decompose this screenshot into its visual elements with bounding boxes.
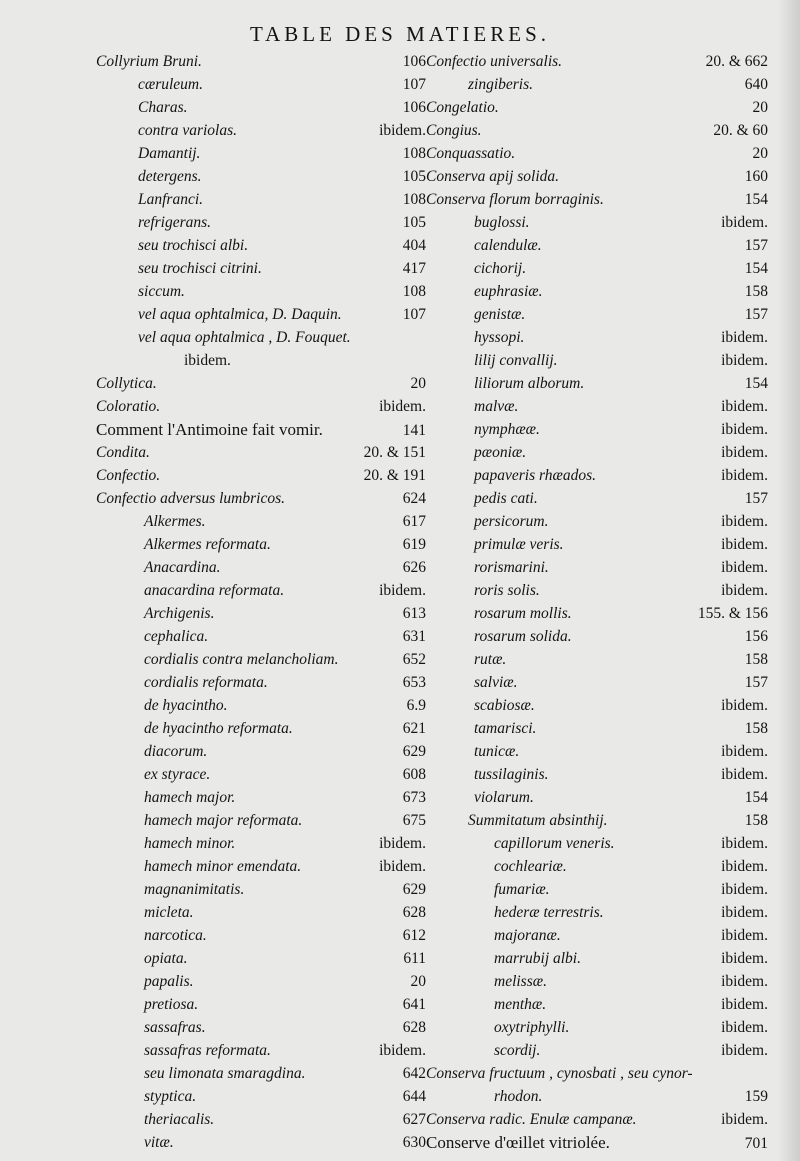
index-entry: [96, 50, 426, 73]
index-entry: [96, 1016, 426, 1039]
scan-edge-shadow: [778, 0, 800, 1161]
entry-term: pedis cati.: [474, 490, 538, 507]
index-entry: [426, 303, 768, 326]
entry-page-reference: ibidem.: [721, 881, 768, 898]
index-entry: [96, 464, 426, 487]
index-entry: [426, 694, 768, 717]
entry-page-reference: 608: [402, 766, 426, 783]
index-entry: [426, 464, 768, 487]
index-entry: [96, 487, 426, 510]
entry-page-reference: 628: [402, 1019, 426, 1036]
entry-page-reference: 107: [402, 306, 426, 323]
index-entry: [426, 878, 768, 901]
index-entry: [96, 395, 426, 418]
index-entry: [96, 763, 426, 786]
entry-page-reference: 20. & 662: [705, 53, 768, 70]
entry-term: fumariæ.: [494, 881, 550, 898]
entry-page-reference: 617: [402, 513, 426, 530]
entry-term: hamech major reformata.: [144, 812, 303, 829]
entry-term: menthæ.: [494, 996, 547, 1013]
entry-term: pæoniæ.: [474, 444, 527, 461]
entry-term: roris solis.: [474, 582, 540, 599]
index-entry: [96, 1108, 426, 1131]
index-entry: [426, 763, 768, 786]
entry-page-reference: ibidem.: [721, 1042, 768, 1059]
entry-term: persicorum.: [474, 513, 549, 530]
index-entry: [96, 901, 426, 924]
entry-term: violarum.: [474, 789, 534, 806]
index-entry: [96, 740, 426, 763]
entry-page-reference: 159: [744, 1088, 768, 1105]
entry-page-reference: 619: [402, 536, 426, 553]
index-entry: [426, 809, 768, 832]
entry-term: hamech major.: [144, 789, 236, 806]
entry-page-reference: 613: [402, 605, 426, 622]
index-entry: [96, 510, 426, 533]
entry-page-reference: 641: [402, 996, 426, 1013]
entry-page-reference: 20: [752, 145, 768, 162]
index-entry: [426, 211, 768, 234]
index-entry: [426, 234, 768, 257]
entry-page-reference: 404: [402, 237, 426, 254]
entry-page-reference: 20: [410, 973, 426, 990]
entry-term: Confectio.: [96, 467, 161, 484]
index-entry: [96, 533, 426, 556]
entry-page-reference: 157: [744, 674, 768, 691]
entry-term: ibidem.: [184, 352, 231, 369]
entry-term: vel aqua ophtalmica, D. Daquin.: [138, 306, 342, 323]
entry-term: genistæ.: [474, 306, 526, 323]
entry-page-reference: ibidem.: [721, 536, 768, 553]
index-entry: [96, 1085, 426, 1108]
entry-term: cochleariæ.: [494, 858, 567, 875]
index-entry: [96, 993, 426, 1016]
index-entry: [426, 142, 768, 165]
entry-term: ex styrace.: [144, 766, 211, 783]
index-entry: [426, 372, 768, 395]
entry-term: Archigenis.: [144, 605, 215, 622]
left-column: [96, 50, 426, 1154]
entry-page-reference: 154: [744, 191, 768, 208]
entry-term: Confectio adversus lumbricos.: [96, 490, 285, 507]
index-entry: [426, 510, 768, 533]
index-entry: [426, 96, 768, 119]
index-entry: [96, 1062, 426, 1085]
entry-page-reference: 642: [402, 1065, 426, 1082]
index-entry: [426, 533, 768, 556]
entry-term: anacardina reformata.: [144, 582, 285, 599]
entry-term: Conquassatio.: [426, 145, 516, 162]
index-entry: [426, 947, 768, 970]
entry-term: capillorum veneris.: [494, 835, 615, 852]
index-entry: [426, 349, 768, 372]
index-entry: [426, 487, 768, 510]
entry-term: hamech minor.: [144, 835, 236, 852]
index-entry: [426, 924, 768, 947]
index-entry: [96, 142, 426, 165]
index-entry: [426, 717, 768, 740]
entry-page-reference: ibidem.: [379, 835, 426, 852]
entry-term: primulæ veris.: [474, 536, 564, 553]
entry-page-reference: ibidem.: [721, 996, 768, 1013]
entry-page-reference: 673: [402, 789, 426, 806]
entry-term: Congelatio.: [426, 99, 499, 116]
entry-page-reference: 701: [744, 1135, 768, 1152]
entry-term: vitæ.: [144, 1134, 174, 1151]
entry-term: euphrasiæ.: [474, 283, 543, 300]
index-entry: [96, 786, 426, 809]
index-entry: [426, 556, 768, 579]
entry-page-reference: 158: [744, 283, 768, 300]
entry-page-reference: 611: [403, 950, 426, 967]
entry-page-reference: 624: [402, 490, 426, 507]
entry-term: Alkermes reformata.: [144, 536, 271, 553]
entry-term: Alkermes.: [144, 513, 206, 530]
entry-term: melissæ.: [494, 973, 547, 990]
index-entry: [96, 602, 426, 625]
index-entry: [96, 579, 426, 602]
entry-term: Lanfranci.: [138, 191, 204, 208]
entry-page-reference: 631: [402, 628, 426, 645]
entry-term: cordialis contra melancholiam.: [144, 651, 339, 668]
entry-page-reference: 141: [402, 422, 426, 439]
entry-term: rorismarini.: [474, 559, 549, 576]
index-entry: [96, 188, 426, 211]
entry-page-reference: ibidem.: [379, 1042, 426, 1059]
entry-page-reference: ibidem.: [721, 582, 768, 599]
entry-page-reference: 20. & 60: [713, 122, 768, 139]
entry-term: narcotica.: [144, 927, 207, 944]
entry-page-reference: 108: [402, 283, 426, 300]
index-entry: [96, 970, 426, 993]
entry-term: oxytriphylli.: [494, 1019, 570, 1036]
entry-term: tamarisci.: [474, 720, 537, 737]
entry-term: Conserve d'œillet vitriolée.: [426, 1133, 610, 1152]
index-entry: [426, 73, 768, 96]
entry-term: Damantij.: [138, 145, 201, 162]
index-entry: [96, 326, 426, 349]
index-entry: [96, 556, 426, 579]
index-entry: [96, 878, 426, 901]
index-entry: [96, 257, 426, 280]
index-entry: [96, 694, 426, 717]
entry-term: cæruleum.: [138, 76, 204, 93]
entry-term: rhodon.: [494, 1088, 543, 1105]
entry-page-reference: 640: [744, 76, 768, 93]
entry-page-reference: 627: [402, 1111, 426, 1128]
entry-term: Collytica.: [96, 375, 157, 392]
entry-page-reference: 6.9: [406, 697, 426, 714]
entry-page-reference: 156: [744, 628, 768, 645]
entry-term: Charas.: [138, 99, 188, 116]
entry-term: Congius.: [426, 122, 482, 139]
entry-page-reference: ibidem.: [379, 122, 426, 139]
entry-term: styptica.: [144, 1088, 197, 1105]
entry-term: Conserva florum borraginis.: [426, 191, 604, 208]
entry-page-reference: 158: [744, 651, 768, 668]
entry-page-reference: ibidem.: [721, 352, 768, 369]
entry-page-reference: 629: [402, 881, 426, 898]
index-entry: [426, 1016, 768, 1039]
entry-page-reference: 155. & 156: [697, 605, 768, 622]
entry-term: Comment l'Antimoine fait vomir.: [96, 420, 323, 439]
entry-term: sassafras reformata.: [144, 1042, 271, 1059]
entry-term: papaveris rhæados.: [474, 467, 597, 484]
index-entry: [96, 119, 426, 142]
index-entry: [426, 855, 768, 878]
entry-page-reference: ibidem.: [721, 743, 768, 760]
index-entry: [96, 809, 426, 832]
index-entry: [96, 165, 426, 188]
entry-page-reference: 160: [744, 168, 768, 185]
entry-page-reference: 157: [744, 490, 768, 507]
entry-page-reference: ibidem.: [721, 927, 768, 944]
entry-term: detergens.: [138, 168, 202, 185]
entry-term: sassafras.: [144, 1019, 206, 1036]
index-entry: [96, 924, 426, 947]
index-entry: [426, 1039, 768, 1062]
entry-page-reference: ibidem.: [721, 973, 768, 990]
entry-term: papalis.: [144, 973, 194, 990]
index-entry: [426, 50, 768, 73]
entry-page-reference: 106: [402, 53, 426, 70]
entry-page-reference: 20: [752, 99, 768, 116]
entry-page-reference: ibidem.: [379, 858, 426, 875]
index-entry: [96, 280, 426, 303]
entry-term: Confectio universalis.: [426, 53, 563, 70]
entry-page-reference: 158: [744, 812, 768, 829]
index-entry: [96, 303, 426, 326]
index-entry: [96, 1131, 426, 1154]
entry-term: rosarum mollis.: [474, 605, 572, 622]
entry-page-reference: 107: [402, 76, 426, 93]
index-entry: [426, 1108, 768, 1131]
entry-term: Summitatum absinthij.: [468, 812, 608, 829]
entry-page-reference: 675: [402, 812, 426, 829]
entry-page-reference: ibidem.: [721, 858, 768, 875]
entry-page-reference: 105: [402, 168, 426, 185]
entry-term: seu limonata smaragdina.: [144, 1065, 306, 1082]
entry-page-reference: ibidem.: [721, 1111, 768, 1128]
entry-term: refrigerans.: [138, 214, 212, 231]
entry-page-reference: 628: [402, 904, 426, 921]
entry-term: nymphææ.: [474, 421, 540, 438]
entry-page-reference: ibidem.: [721, 444, 768, 461]
right-column: [426, 50, 768, 1154]
entry-term: magnanimitatis.: [144, 881, 245, 898]
entry-term: Collyrium Bruni.: [96, 53, 202, 70]
index-entry: [96, 234, 426, 257]
entry-page-reference: 630: [402, 1134, 426, 1151]
index-entry: [96, 671, 426, 694]
entry-page-reference: 154: [744, 260, 768, 277]
entry-term: salviæ.: [474, 674, 518, 691]
entry-page-reference: ibidem.: [379, 582, 426, 599]
entry-term: hederæ terrestris.: [494, 904, 604, 921]
index-entry: [96, 372, 426, 395]
page-header: TABLE DES MATIERES.: [249, 22, 551, 46]
index-entry: [426, 970, 768, 993]
index-entry: [426, 165, 768, 188]
entry-page-reference: ibidem.: [379, 398, 426, 415]
entry-term: seu trochisci albi.: [138, 237, 249, 254]
entry-term: diacorum.: [144, 743, 208, 760]
entry-page-reference: 626: [402, 559, 426, 576]
entry-term: contra variolas.: [138, 122, 238, 139]
entry-term: liliorum alborum.: [474, 375, 585, 392]
entry-page-reference: 105: [402, 214, 426, 231]
entry-term: Conserva fructuum , cynosbati , seu cynor-: [426, 1065, 693, 1082]
entry-page-reference: 158: [744, 720, 768, 737]
index-entry: [96, 96, 426, 119]
entry-term: cichorij.: [474, 260, 527, 277]
entry-page-reference: 644: [402, 1088, 426, 1105]
entry-term: cephalica.: [144, 628, 209, 645]
entry-term: hyssopi.: [474, 329, 525, 346]
entry-page-reference: ibidem.: [721, 513, 768, 530]
entry-page-reference: 157: [744, 306, 768, 323]
entry-term: de hyacintho reformata.: [144, 720, 293, 737]
entry-page-reference: 629: [402, 743, 426, 760]
entry-term: Anacardina.: [144, 559, 221, 576]
entry-term: seu trochisci citrini.: [138, 260, 262, 277]
entry-term: tussilaginis.: [474, 766, 549, 783]
index-entry: [96, 947, 426, 970]
index-entry: [426, 188, 768, 211]
index-entry: [426, 671, 768, 694]
index-entry: [426, 832, 768, 855]
entry-page-reference: 108: [402, 145, 426, 162]
entry-term: rosarum solida.: [474, 628, 572, 645]
entry-term: Condita.: [96, 444, 150, 461]
entry-page-reference: 621: [402, 720, 426, 737]
index-entry: [426, 1062, 768, 1085]
entry-term: micleta.: [144, 904, 194, 921]
entry-page-reference: ibidem.: [721, 559, 768, 576]
entry-term: tunicæ.: [474, 743, 520, 760]
index-entry: [426, 119, 768, 142]
index-entry: [96, 625, 426, 648]
entry-page-reference: 157: [744, 237, 768, 254]
index-entry: [426, 418, 768, 441]
index-entry: [426, 280, 768, 303]
index-entry: [426, 602, 768, 625]
index-entry: [96, 73, 426, 96]
entry-term: Conserva apij solida.: [426, 168, 560, 185]
index-entry: [426, 648, 768, 671]
entry-page-reference: 20: [410, 375, 426, 392]
index-entry: [426, 740, 768, 763]
entry-page-reference: ibidem.: [721, 421, 768, 438]
entry-term: scordij.: [494, 1042, 541, 1059]
index-entry: [426, 326, 768, 349]
entry-term: opiata.: [144, 950, 188, 967]
entry-term: Conserva radic. Enulæ campanæ.: [426, 1111, 637, 1128]
entry-term: buglossi.: [474, 214, 530, 231]
entry-term: siccum.: [138, 283, 185, 300]
entry-term: vel aqua ophtalmica , D. Fouquet.: [138, 329, 351, 346]
entry-term: scabiosæ.: [474, 697, 535, 714]
entry-term: calendulæ.: [474, 237, 542, 254]
entry-page-reference: ibidem.: [721, 950, 768, 967]
entry-page-reference: ibidem.: [721, 398, 768, 415]
index-entry: [426, 441, 768, 464]
entry-term: de hyacintho.: [144, 697, 228, 714]
entry-page-reference: ibidem.: [721, 835, 768, 852]
index-entry: [96, 717, 426, 740]
entry-term: lilij convallij.: [474, 352, 558, 369]
index-entry: [426, 901, 768, 924]
entry-term: hamech minor emendata.: [144, 858, 302, 875]
index-entry: [96, 648, 426, 671]
entry-term: malvæ.: [474, 398, 519, 415]
entry-term: theriacalis.: [144, 1111, 215, 1128]
entry-term: zingiberis.: [468, 76, 534, 93]
entry-term: majoranæ.: [494, 927, 561, 944]
index-entry: [426, 1131, 768, 1154]
index-entry: [96, 418, 426, 441]
index-entry: [426, 993, 768, 1016]
entry-page-reference: 20. & 151: [363, 444, 426, 461]
entry-term: pretiosa.: [144, 996, 199, 1013]
index-entry: [426, 579, 768, 602]
index-entry: [426, 257, 768, 280]
entry-page-reference: 653: [402, 674, 426, 691]
entry-page-reference: 106: [402, 99, 426, 116]
entry-page-reference: ibidem.: [721, 214, 768, 231]
entry-page-reference: 652: [402, 651, 426, 668]
entry-page-reference: ibidem.: [721, 697, 768, 714]
entry-page-reference: 612: [402, 927, 426, 944]
index-entry: [96, 832, 426, 855]
index-entry: [96, 211, 426, 234]
index-entry: [426, 395, 768, 418]
entry-page-reference: 108: [402, 191, 426, 208]
entry-term: cordialis reformata.: [144, 674, 268, 691]
entry-page-reference: 417: [402, 260, 426, 277]
entry-page-reference: 154: [744, 789, 768, 806]
index-entry: [96, 1039, 426, 1062]
entry-page-reference: 20. & 191: [363, 467, 426, 484]
index-entry: [426, 1085, 768, 1108]
entry-page-reference: ibidem.: [721, 1019, 768, 1036]
entry-page-reference: ibidem.: [721, 329, 768, 346]
entry-page-reference: ibidem.: [721, 766, 768, 783]
index-entry: [96, 441, 426, 464]
entry-page-reference: ibidem.: [721, 467, 768, 484]
index-entry: [96, 349, 426, 372]
index-entry: [96, 855, 426, 878]
index-entry: [426, 786, 768, 809]
entry-term: Coloratio.: [96, 398, 161, 415]
entry-page-reference: ibidem.: [721, 904, 768, 921]
entry-page-reference: 154: [744, 375, 768, 392]
index-entry: [426, 625, 768, 648]
entry-term: marrubij albi.: [494, 950, 581, 967]
entry-term: rutæ.: [474, 651, 507, 668]
